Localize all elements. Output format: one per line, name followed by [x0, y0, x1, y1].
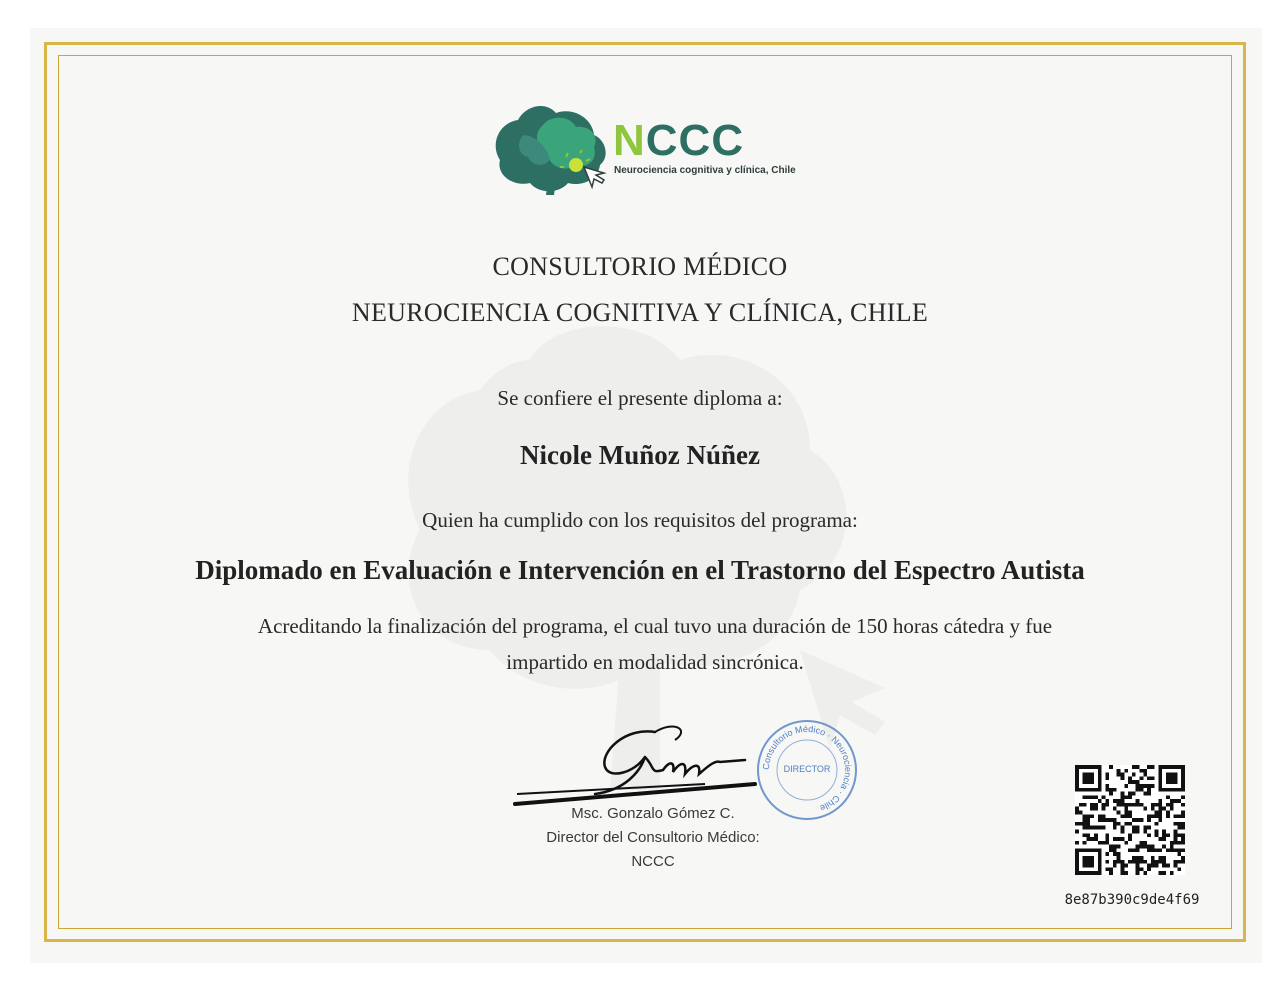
logo-wordmark-ccc: CCC	[645, 116, 745, 165]
signer-name: Msc. Gonzalo Gómez C.	[571, 805, 735, 822]
header-line-1: CONSULTORIO MÉDICO	[492, 252, 788, 281]
verification-code: 8e87b390c9de4f69	[1064, 892, 1200, 908]
program-title: Diplomado en Evaluación e Intervención en el Trastorno del Espectro Autista	[195, 555, 1085, 585]
logo-wordmark-n: N	[613, 116, 646, 165]
qr-code-icon	[1075, 765, 1185, 875]
signer-org: NCCC	[631, 853, 675, 870]
requirement-text: Quien ha cumplido con los requisitos del programa:	[422, 508, 858, 532]
stamp-center-text: DIRECTOR	[783, 764, 831, 774]
diploma-intro: Se confiere el presente diploma a:	[497, 386, 783, 410]
recipient-name: Nicole Muñoz Núñez	[520, 440, 760, 470]
accreditation-line-2: impartido en modalidad sincrónica.	[506, 650, 804, 674]
logo-tagline: Neurociencia cognitiva y clínica, Chile	[614, 165, 796, 176]
logo-wordmark	[613, 116, 745, 165]
signer-title: Director del Consultorio Médico:	[546, 829, 760, 846]
stamp-ring-text: Consultorio Médico · Neurociencia · Chile	[760, 723, 854, 814]
accreditation-line-1: Acreditando la finalización del programa, el cual tuvo una duración de 150 horas cátedra y fue	[257, 614, 1053, 638]
header-line-2: NEUROCIENCIA COGNITIVA Y CLÍNICA, CHILE	[351, 298, 929, 327]
accreditation-text	[140, 608, 1170, 680]
